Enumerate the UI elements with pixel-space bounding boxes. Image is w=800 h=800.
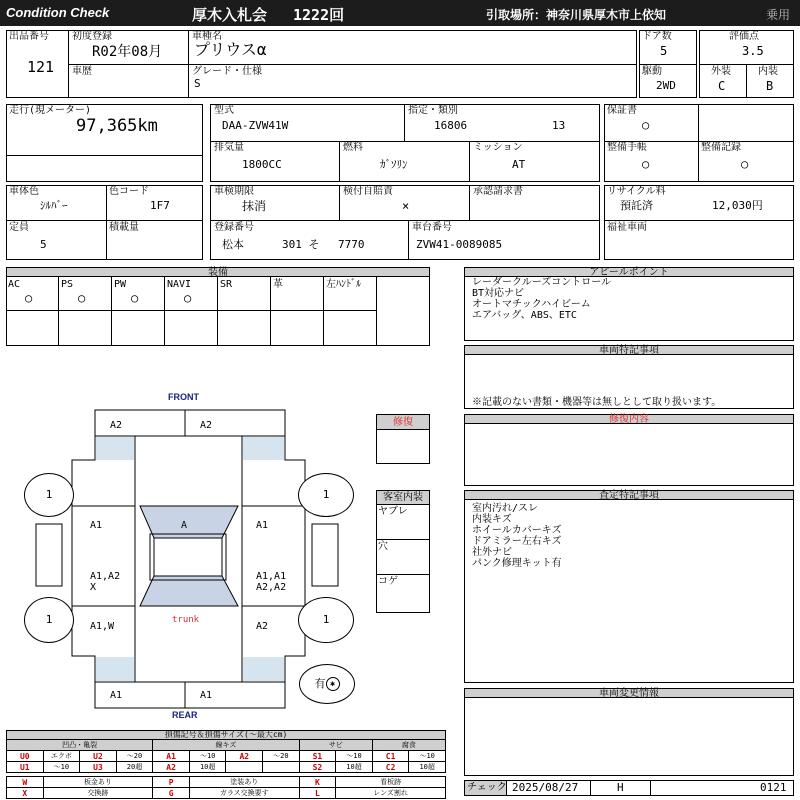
- appeal-title: アピールポイント: [465, 268, 793, 277]
- history-label: 車歴: [72, 66, 92, 77]
- legend-title: 損傷記号＆損傷サイズ(～最大cm): [6, 730, 446, 739]
- legend-code: A1: [153, 751, 190, 762]
- appeal-line-4: エアバッグ、ABS、ETC: [472, 310, 577, 321]
- assessment-panel: [464, 490, 794, 683]
- spare-tire: 有 ✱: [299, 664, 355, 704]
- header-title: Condition Check: [6, 5, 110, 20]
- legend-code: S1: [299, 751, 336, 762]
- legend-code: A2: [153, 762, 190, 773]
- model-value: DAA-ZVW41W: [222, 119, 289, 132]
- car-name: プリウスα: [194, 40, 267, 59]
- repair-contents-title: 修復内容: [465, 415, 793, 424]
- color-value: ｼﾙﾊﾞｰ: [40, 199, 68, 212]
- interior-hole-label: 穴: [378, 541, 388, 552]
- color-label: 車体色: [9, 186, 39, 197]
- capacity-label: 定員: [9, 222, 29, 233]
- legend-desc: ～20: [263, 751, 300, 762]
- check-date: 2025/08/27: [512, 781, 579, 794]
- spare-tire-icon: ✱: [326, 677, 340, 691]
- trunk-label: trunk: [172, 615, 200, 625]
- fuel-value: ｶﾞｿﾘﾝ: [380, 158, 408, 171]
- spec-label: 指定・類別: [408, 105, 458, 116]
- wheel-front-left: 1: [24, 473, 74, 517]
- model-label: 型式: [214, 105, 234, 116]
- record-label: 整備記録: [701, 142, 741, 153]
- change-title: 車両変更情報: [465, 689, 793, 698]
- legend-desc: 10超: [336, 762, 373, 773]
- mark-left-doors: A1,A2 X: [90, 571, 121, 593]
- interior-tear-label: ヤブレ: [378, 506, 408, 517]
- legend-code: X: [7, 788, 44, 799]
- wheel-rear-right: 1: [298, 597, 354, 643]
- recycle-status: 預託済: [620, 199, 653, 212]
- doors-label: ドア数: [642, 31, 672, 42]
- welfare-label: 福祉車両: [607, 222, 647, 233]
- legend-group-corrosion: 腐食: [372, 740, 445, 751]
- legend-code: A2: [226, 751, 263, 762]
- legend-group-scratch: 線キズ: [153, 740, 299, 751]
- mark-front-bumper-right: A2: [200, 420, 213, 431]
- rear-label: REAR: [172, 710, 198, 720]
- recycle-fee: 12,030円: [712, 199, 763, 212]
- legend-code: L: [299, 788, 336, 799]
- manual-label: 整備手帳: [607, 142, 647, 153]
- legend-desc: ～20: [116, 751, 153, 762]
- manual-mark: ○: [642, 157, 650, 171]
- recycle-label: リサイクル料: [607, 186, 666, 197]
- load-label: 積載量: [109, 222, 139, 233]
- mark-hood: A: [181, 520, 188, 531]
- legend-desc: ～10: [189, 751, 226, 762]
- change-panel: [464, 688, 794, 776]
- score-label: 評価点: [729, 31, 759, 42]
- doors-value: 5: [660, 44, 668, 58]
- equipment-title: 装備: [7, 268, 429, 277]
- claim-label: 承認請求書: [473, 186, 523, 197]
- equip-lhd-label: 左ﾊﾝﾄﾞﾙ: [326, 279, 361, 290]
- legend-desc: 交換跡: [43, 788, 153, 799]
- auction-name: 厚木入札会: [192, 6, 268, 24]
- cc-label: 排気量: [214, 142, 244, 153]
- appeal-line-2: BT対応ナビ: [472, 288, 525, 299]
- plate-number: 7770: [338, 238, 365, 251]
- equip-ps-label: PS: [61, 279, 74, 290]
- spec-class: 13: [552, 119, 566, 132]
- pickup-location: 引取場所：神奈川県厚木市上依知: [486, 8, 667, 22]
- name-label: 車種名: [192, 31, 222, 42]
- legend-desc: 10超: [409, 762, 446, 773]
- legend-desc: ～10: [43, 762, 80, 773]
- score-value: 3.5: [742, 44, 764, 58]
- reg-date: R02年08月: [92, 44, 163, 60]
- special-note: ※記載のない書類・機器等は無しとして取り扱います。: [472, 397, 722, 408]
- legend-code: P: [153, 777, 190, 788]
- reg-label: 初度登録: [72, 31, 112, 42]
- lot-label: 出品番号: [9, 31, 49, 42]
- legend-group-rust: サビ: [299, 740, 372, 751]
- legend-code: U0: [7, 751, 44, 762]
- code-label: 色コード: [109, 186, 149, 197]
- spec-type: 16806: [434, 119, 468, 132]
- legend-desc: 20超: [116, 762, 153, 773]
- fuel-label: 燃料: [343, 142, 363, 153]
- legend-code: S2: [299, 762, 336, 773]
- legend-code: G: [153, 788, 190, 799]
- interior-grade: B: [766, 79, 774, 93]
- mission-value: AT: [512, 158, 526, 171]
- assessment-title: 査定特記事項: [465, 491, 793, 500]
- mileage-label: 走行(現メーター): [9, 105, 92, 116]
- plate-area: 松本: [222, 238, 244, 251]
- legend-desc: 10超: [189, 762, 226, 773]
- legend-desc: 看板跡: [336, 777, 446, 788]
- insurance-label: 検付自賠責: [343, 186, 393, 197]
- inspect-value: 抹消: [242, 199, 267, 213]
- mark-right-doors: A1,A1 A2,A2: [256, 571, 287, 593]
- inspector-code: H: [617, 781, 624, 794]
- legend-code: W: [7, 777, 44, 788]
- equip-ac-label: AC: [8, 279, 21, 290]
- drive-value: 2WD: [656, 79, 676, 92]
- inspect-label: 車検期限: [214, 186, 254, 197]
- front-label: FRONT: [168, 392, 199, 402]
- legend-desc: ～10: [409, 751, 446, 762]
- equip-navi-label: NAVI: [167, 279, 192, 290]
- mark-rear-bumper-right: A1: [200, 690, 213, 701]
- legend-code: K: [299, 777, 336, 788]
- appeal-line-1: レーダークルーズコントロール: [472, 277, 611, 288]
- grade-label: グレード・仕様: [192, 66, 262, 77]
- grade-value: S: [194, 77, 201, 90]
- record-mark: ○: [741, 157, 749, 171]
- mark-right-quarter: A2: [256, 621, 269, 632]
- legend-desc: 板金あり: [43, 777, 153, 788]
- equip-ac-mark: ○: [25, 291, 33, 305]
- legend-desc: 塗装あり: [189, 777, 299, 788]
- equip-navi-mark: ○: [184, 291, 192, 305]
- legend-desc: エクボ: [43, 751, 80, 762]
- chassis-value: ZVW41-0089085: [416, 238, 503, 251]
- appeal-line-3: オートマチックハイビーム: [472, 299, 591, 310]
- exterior-grade: C: [718, 79, 726, 93]
- warranty-label: 保証書: [607, 105, 637, 116]
- legend-desc: レンズ割れ: [336, 788, 446, 799]
- cc-value: 1800CC: [242, 158, 282, 171]
- assess-line-2: 内装キズ: [472, 514, 512, 525]
- legend-code: U1: [7, 762, 44, 773]
- equip-leather-label: 革: [273, 279, 283, 290]
- special-title: 車両特記事項: [465, 346, 793, 355]
- equip-pw-mark: ○: [131, 291, 139, 305]
- interior-burn-label: コゲ: [378, 576, 398, 587]
- interior-label: 内装: [758, 66, 778, 77]
- drive-label: 駆動: [642, 66, 662, 77]
- legend-group-dent: 凹凸・亀裂: [7, 740, 153, 751]
- plate-class: 301 そ: [282, 238, 320, 251]
- capacity-value: 5: [40, 238, 47, 251]
- check-label: チェック: [467, 782, 507, 793]
- assess-line-3: ホイールカバーキズ: [472, 525, 562, 536]
- equip-pw-label: PW: [114, 279, 127, 290]
- legend-desc: ガラス交換要す: [189, 788, 299, 799]
- assess-line-1: 室内汚れ/スレ: [472, 503, 539, 514]
- mark-left-quarter: A1,W: [90, 621, 115, 632]
- code-value: 1F7: [150, 199, 170, 212]
- vehicle-kind: 乗用: [766, 8, 791, 22]
- legend-code: C2: [372, 762, 409, 773]
- wheel-rear-left: 1: [24, 597, 74, 643]
- repair-box-title: 修復: [377, 415, 429, 430]
- auction-session: 1222回: [293, 6, 345, 24]
- interior-box-title: 客室内装: [377, 491, 429, 505]
- insurance-value: ×: [402, 199, 410, 213]
- assess-line-6: パンク修理キット有: [472, 558, 562, 569]
- assess-line-4: ドアミラー左右キズ: [472, 536, 562, 547]
- equip-ps-mark: ○: [78, 291, 86, 305]
- mark-right-fender: A1: [256, 520, 269, 531]
- mission-label: ミッション: [473, 142, 523, 153]
- legend-code: U3: [80, 762, 117, 773]
- legend-code: U2: [80, 751, 117, 762]
- mark-front-bumper-left: A2: [110, 420, 123, 431]
- exterior-label: 外装: [711, 66, 731, 77]
- warranty-mark: ○: [642, 118, 650, 132]
- wheel-front-right: 1: [298, 473, 354, 517]
- damage-legend: [6, 730, 446, 799]
- legend-desc: ～10: [336, 751, 373, 762]
- equip-sr-label: SR: [220, 279, 233, 290]
- assess-line-5: 社外ナビ: [472, 547, 512, 558]
- sheet-number: 0121: [760, 781, 787, 794]
- lot-number: 121: [27, 58, 55, 76]
- legend-code: C1: [372, 751, 409, 762]
- chassis-label: 車台番号: [412, 222, 452, 233]
- mileage-value: 97,365km: [76, 116, 158, 136]
- plate-label: 登録番号: [214, 222, 254, 233]
- mark-rear-bumper-left: A1: [110, 690, 123, 701]
- mark-left-fender: A1: [90, 520, 103, 531]
